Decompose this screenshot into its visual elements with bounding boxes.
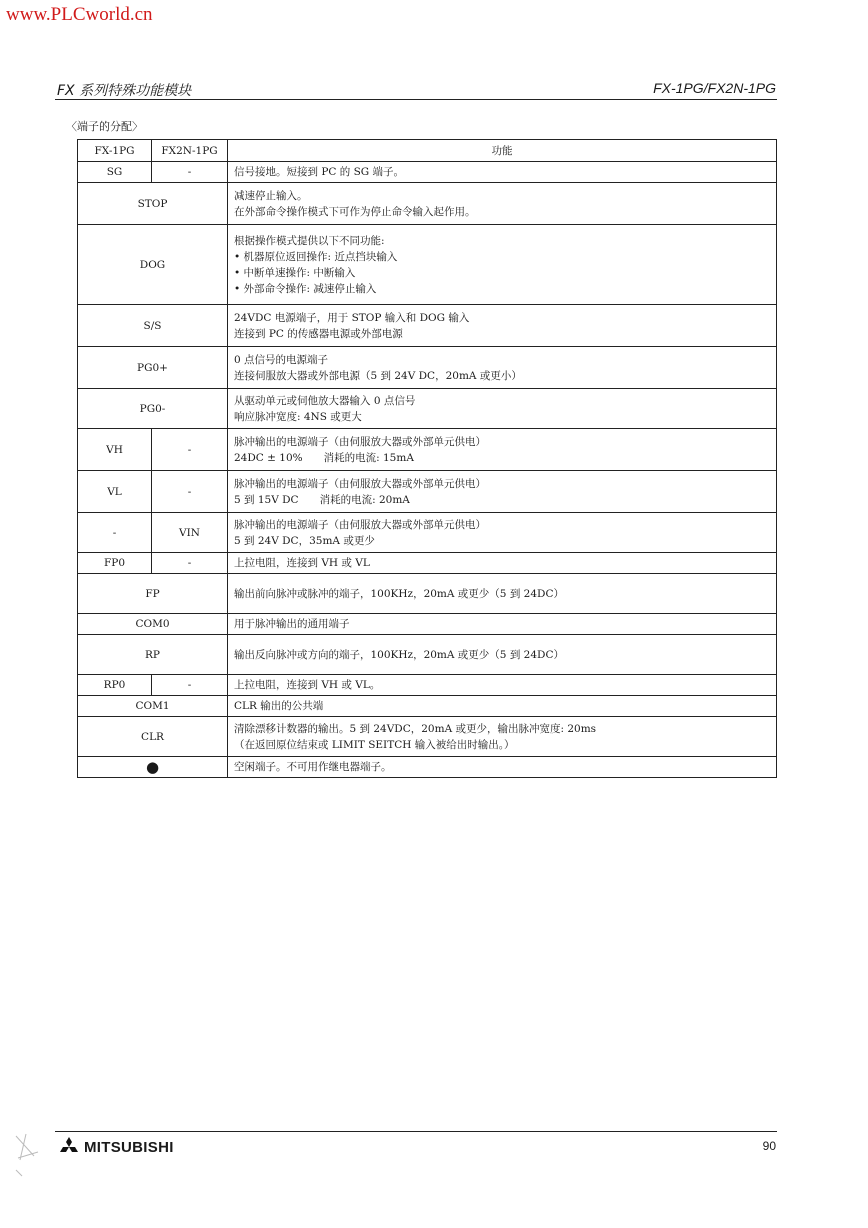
table-row — [78, 183, 777, 225]
terminal-function: 信号接地。短接到 PC 的 SG 端子。 — [228, 162, 777, 183]
section-caption: 〈端子的分配〉 — [66, 120, 143, 133]
table-row — [78, 675, 777, 696]
table-row — [78, 553, 777, 574]
header-function: 功能 — [228, 140, 777, 162]
table-row — [78, 347, 777, 389]
terminal-function: CLR 输出的公共端 — [228, 696, 777, 717]
terminal-name: PG0+ — [78, 347, 228, 389]
table-row — [78, 717, 777, 757]
mitsubishi-logo — [58, 1137, 174, 1157]
three-diamonds-icon — [58, 1137, 80, 1157]
table-row — [78, 757, 777, 778]
terminal-function: 减速停止输入。 在外部命令操作模式下可作为停止命令输入起作用。 — [228, 183, 777, 225]
brand-name: MITSUBISHI — [84, 1138, 174, 1156]
terminal-name-2n: - — [152, 675, 228, 696]
table-row — [78, 305, 777, 347]
terminal-name: COM0 — [78, 614, 228, 635]
table-row — [78, 513, 777, 553]
terminal-name: FP — [78, 574, 228, 614]
terminal-name: - — [78, 513, 152, 553]
table-row — [78, 471, 777, 513]
terminal-name: S/S — [78, 305, 228, 347]
terminal-function: 24VDC 电源端子，用于 STOP 输入和 DOG 输入 连接到 PC 的传感器电源或外部电源 — [228, 305, 777, 347]
table-row — [78, 696, 777, 717]
terminal-function: 脉冲输出的电源端子（由伺服放大器或外部单元供电） 24DC ± 10% 消耗的电流: 15mA — [228, 429, 777, 471]
terminal-function: 输出前向脉冲或脉冲的端子，100KHz，20mA 或更少（5 到 24DC） — [228, 574, 777, 614]
terminal-function: 用于脉冲输出的通用端子 — [228, 614, 777, 635]
table-header-row — [78, 140, 777, 162]
table-row — [78, 162, 777, 183]
table-row — [78, 225, 777, 305]
terminal-function: 输出反向脉冲或方向的端子，100KHz，20mA 或更少（5 到 24DC） — [228, 635, 777, 675]
terminal-function: 清除漂移计数器的输出。5 到 24VDC，20mA 或更少，输出脉冲宽度: 20ms （在返回原位结束或 LIMIT SEITCH 输入被给出时输出。） — [228, 717, 777, 757]
terminal-function: 上拉电阻，连接到 VH 或 VL。 — [228, 675, 777, 696]
header-fx2n1pg: FX2N-1PG — [152, 140, 228, 162]
terminal-name-unused: ● — [78, 757, 228, 778]
header-fx1pg: FX-1PG — [78, 140, 152, 162]
terminal-name: PG0- — [78, 389, 228, 429]
terminal-function: 上拉电阻，连接到 VH 或 VL — [228, 553, 777, 574]
table-row — [78, 389, 777, 429]
terminal-name-2n: - — [152, 471, 228, 513]
terminal-name: RP — [78, 635, 228, 675]
terminal-name: FP0 — [78, 553, 152, 574]
table-row — [78, 574, 777, 614]
terminal-name: COM1 — [78, 696, 228, 717]
pen-scribble — [12, 1130, 58, 1180]
terminal-name-2n: - — [152, 429, 228, 471]
terminal-name: VH — [78, 429, 152, 471]
terminal-function: 脉冲输出的电源端子（由伺服放大器或外部单元供电） 5 到 15V DC 消耗的电流: 20mA — [228, 471, 777, 513]
terminal-name-2n: VIN — [152, 513, 228, 553]
terminal-name: VL — [78, 471, 152, 513]
terminal-name: CLR — [78, 717, 228, 757]
terminal-function: 根据操作模式提供以下不同功能: • 机器原位返回操作: 近点挡块输入 • 中断单速操作: 中断输入 • 外部命令操作: 减速停止输入 — [228, 225, 777, 305]
header-series-title: FX 系列特殊功能模块 — [57, 83, 192, 99]
terminal-name: RP0 — [78, 675, 152, 696]
terminal-name-2n: - — [152, 553, 228, 574]
terminal-function: 从驱动单元或伺他放大器输入 0 点信号 响应脉冲宽度: 4NS 或更大 — [228, 389, 777, 429]
header-model: FX-1PG/FX2N-1PG — [653, 80, 776, 96]
terminal-table — [77, 139, 777, 778]
page-number: 90 — [762, 1139, 776, 1153]
terminal-function: 脉冲输出的电源端子（由伺服放大器或外部单元供电） 5 到 24V DC，35mA 或更少 — [228, 513, 777, 553]
table-row — [78, 429, 777, 471]
footer-rule — [55, 1131, 777, 1132]
terminal-function: 空闲端子。不可用作继电器端子。 — [228, 757, 777, 778]
table-row — [78, 614, 777, 635]
terminal-name-2n: - — [152, 162, 228, 183]
header-rule — [55, 99, 777, 100]
table-row — [78, 635, 777, 675]
terminal-function: 0 点信号的电源端子 连接伺服放大器或外部电源（5 到 24V DC，20mA 或更小） — [228, 347, 777, 389]
terminal-name: STOP — [78, 183, 228, 225]
watermark: www.PLCworld.cn — [6, 4, 153, 25]
terminal-name: SG — [78, 162, 152, 183]
terminal-name: DOG — [78, 225, 228, 305]
